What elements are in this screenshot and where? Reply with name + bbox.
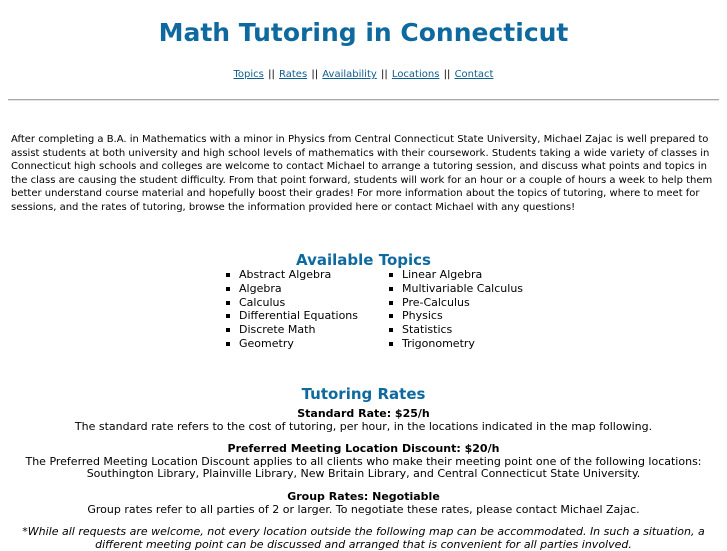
topic-item: Geometry <box>226 337 386 351</box>
topic-item: Pre-Calculus <box>389 296 549 310</box>
topic-item: Calculus <box>226 296 386 310</box>
group-rate-heading: Group Rates: Negotiable <box>287 489 440 503</box>
topics-heading: Available Topics <box>296 251 431 269</box>
topic-item: Statistics <box>389 323 549 337</box>
preferred-rate-heading: Preferred Meeting Location Discount: $20/h <box>227 442 500 456</box>
nav-separator: || <box>268 69 275 80</box>
nav-link-rates[interactable]: Rates <box>279 69 308 80</box>
group-rate-description: Group rates refer to all parties of 2 or larger. To negotiate these rates, please contact Michael Zajac. <box>87 502 640 516</box>
topic-item: Differential Equations <box>226 309 386 323</box>
topic-item: Algebra <box>226 282 386 296</box>
page-title: Math Tutoring in Connecticut <box>158 18 569 47</box>
nav-separator: || <box>380 69 388 80</box>
topic-item: Abstract Algebra <box>226 268 386 282</box>
standard-rate-heading: Standard Rate: $25/h <box>297 407 430 420</box>
group-rate-block <box>0 491 727 516</box>
preferred-rate-description: The Preferred Meeting Location Discount applies to all clients who make their meeting point one of the following locations: Southington Library, Plainville Library, New Britain Library, and Central Connecticut State University. <box>25 454 702 481</box>
nav-separator: || <box>443 69 451 80</box>
nav-link-availability[interactable]: Availability <box>322 69 377 80</box>
nav-separator: || <box>311 69 319 80</box>
horizontal-divider <box>8 99 719 101</box>
topic-item: Physics <box>389 309 549 323</box>
standard-rate-description: The standard rate refers to the cost of tutoring, per hour, in the locations indicated in the map following. <box>74 419 653 433</box>
nav-link-contact[interactable]: Contact <box>454 69 494 80</box>
topic-item: Trigonometry <box>389 337 549 351</box>
topics-column-left <box>226 268 386 351</box>
topic-item: Linear Algebra <box>389 268 549 282</box>
topic-item: Discrete Math <box>226 323 386 337</box>
intro-paragraph: After completing a B.A. in Mathematics with a minor in Physics from Central Connecticut State University, Michael Zajac is well prepared to assist students at both university and high school levels of mathematics with their coursework. Students taking a wide variety of classes in Connecticut high schools and colleges are welcome to contact Michael to arrange a tutoring session, and discuss what points and topics in the class are causing the student difficulty. From that point forward, students will work for an hour or a couple of hours a week to help them better understand course material and hopefully boost their grades! For more information about the topics of tutoring, where to meet for sessions, and the rates of tutoring, browse the information provided here or contact Michael with any questions! <box>11 134 713 213</box>
nav-link-locations[interactable]: Locations <box>391 69 440 80</box>
topics-column-right <box>389 268 549 351</box>
location-note: *While all requests are welcome, not every location outside the following map can be accommodated. In such a situation, a different meeting point can be discussed and arranged that is convenient for all parties involved. <box>22 525 705 551</box>
preferred-rate-block <box>0 443 727 481</box>
nav-link-topics[interactable]: Topics <box>233 69 264 80</box>
top-navigation <box>0 69 727 80</box>
rates-heading: Tutoring Rates <box>301 385 426 403</box>
rates-section <box>0 408 727 551</box>
topic-item: Multivariable Calculus <box>389 282 549 296</box>
standard-rate-block <box>0 408 727 433</box>
